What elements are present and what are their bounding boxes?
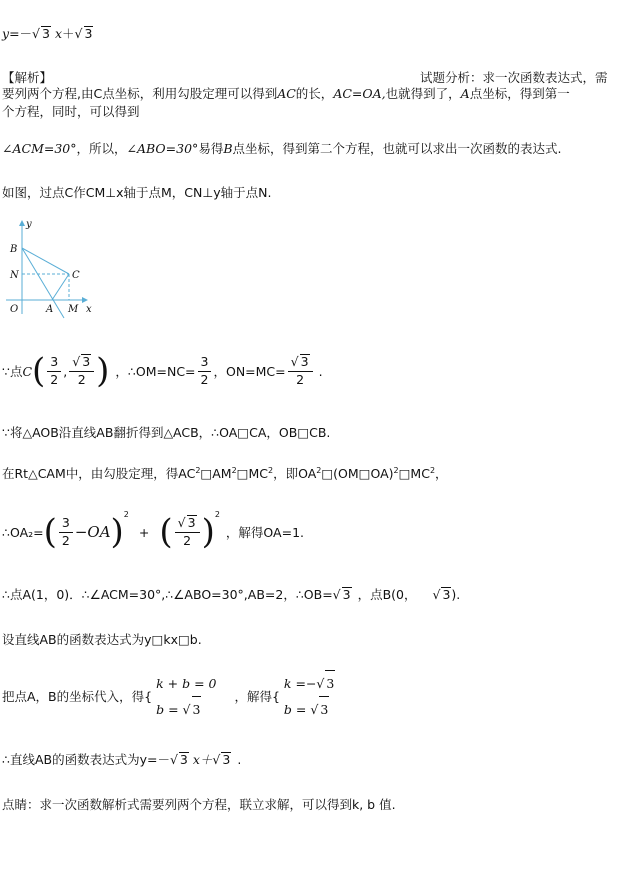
segment-BC [22, 248, 69, 274]
answer-root1: 3 [42, 26, 50, 41]
line-AB [22, 248, 64, 318]
answer-plus: ＋ [62, 26, 75, 41]
label-O: O [10, 304, 19, 315]
point-a-line: ∴点A(1，0)．∴∠ACM=30°,∴∠ABO=30°,AB=2，∴OB=√ 3 ，点B(0， √ 3). [2, 587, 461, 602]
label-y: y [26, 219, 32, 230]
key-point: 点睛：求一次函数解析式需要列两个方程，联立求解，可以得到k, b 值. [2, 797, 396, 812]
label-M: M [68, 304, 79, 315]
label-C: C [72, 270, 80, 281]
answer-root2: 3 [84, 26, 93, 41]
answer-x: x [54, 26, 63, 41]
segment-CA [52, 274, 69, 300]
analysis-line3: 个方程，同时，可以得到 [2, 104, 140, 119]
label-x: x [86, 304, 92, 315]
analysis-heading: 【解析】 [2, 70, 53, 85]
coord-line: ∵点 C ( $\frac{3}{2}$ , $\frac{√ 3}{2}$ ) ，∴OM=NC= $\frac{3}{2}$ ，ON=MC= $\frac{√ 3}{2}$ . [2, 351, 323, 391]
pythagoras-line: 在Rt△CAM中，由勾股定理，得$AC^2□AM^2□MC^2$，即$OA^2□(OM□OA)^2□MC^2$， [2, 465, 448, 481]
construction-text: 如图，过点C作CM⊥x轴于点M，CN⊥y轴于点N. [2, 185, 272, 200]
label-N: N [10, 270, 19, 281]
answer-line: y=－√ 3 x＋√ 3 [2, 26, 93, 41]
answer-y: y [2, 26, 10, 41]
label-B: B [10, 244, 18, 255]
answer-eq: =－ [9, 26, 33, 41]
system-line: 把点A，B的坐标代入，得{ k + b = 0 b = √ 3 ，解得{ k =−√ 3 b = √ 3 [2, 668, 335, 724]
analysis-line4: ∠ACM=30°，所以，∠ABO=30°易得B点坐标，得到第二个方程，也就可以求出一次函数的表达式. [2, 141, 562, 156]
analysis-intro-right: 试题分析：求一次函数表达式，需 [420, 70, 608, 85]
label-A: A [46, 304, 54, 315]
geometry-figure [2, 218, 102, 320]
fold-line: ∵将△AOB沿直线AB翻折得到△ACB，∴OA□CA，OB□CB. [2, 425, 331, 440]
oa-equation: ∴OA₂= ( $\frac{3}{2}$ −OA ) $^2$ + ( $\frac{√ 3}{2}$ ) $^2$ ，解得OA=1. [2, 510, 304, 552]
set-line: 设直线AB的函数表达式为y□kx□b. [2, 632, 202, 647]
final-line: ∴直线AB的函数表达式为y=－√ 3 x＋√ 3 . [2, 752, 242, 767]
analysis-line2: 要列两个方程,由C点坐标，利用勾股定理可以得到AC的长，AC=OA,也就得到了，A点坐标，得到第一 [2, 86, 570, 101]
